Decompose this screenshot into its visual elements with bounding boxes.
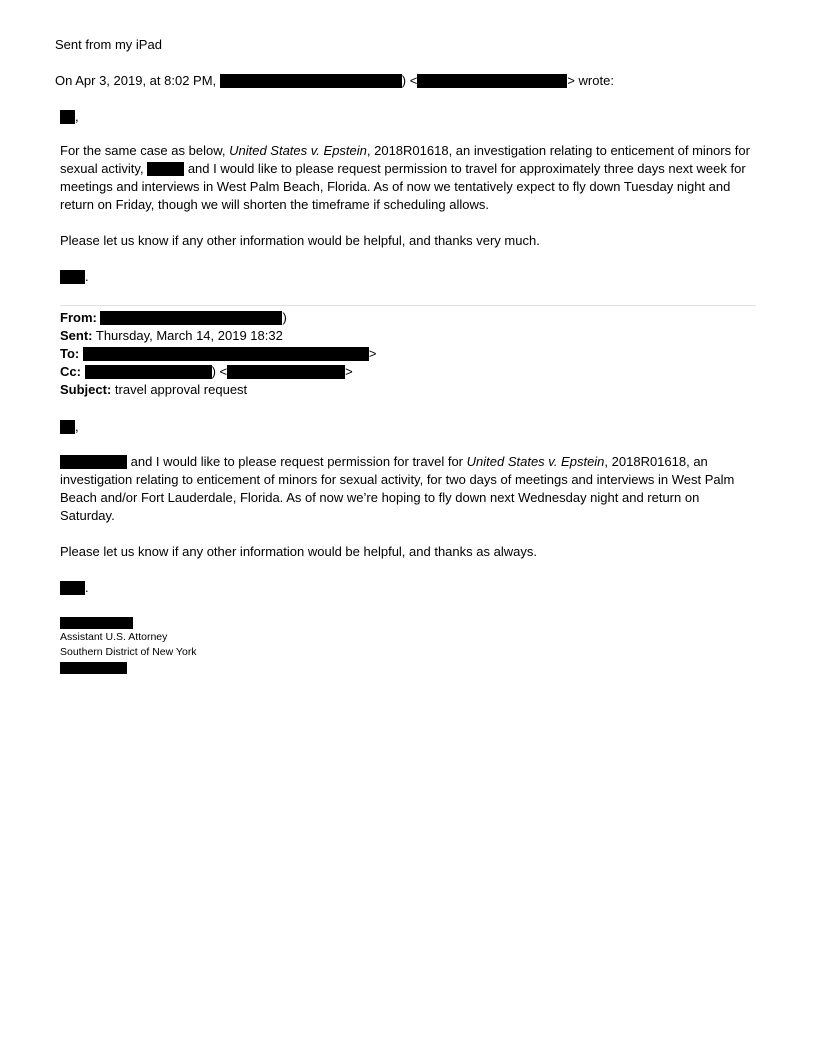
- first-message-paragraph-1: [60, 142, 760, 214]
- text-segment: and I would like to please request permission for travel for: [130, 454, 464, 469]
- subject-label: Subject:: [60, 382, 112, 397]
- redaction: [60, 455, 127, 469]
- cc-label: Cc:: [60, 364, 81, 379]
- header-from: [60, 309, 287, 327]
- redaction: [220, 74, 402, 88]
- text-segment: , 2018R01618, an investigation relating to enticement of minors for sexual activity, for two days of meetings and interviews in West Palm Beach and/or Fort Lauderdale, Florida. As of now we’re hoping to fly down next Wednesday night and return on Saturday.: [60, 454, 735, 523]
- sent-value: Thursday, March 14, 2019 18:32: [95, 328, 283, 343]
- header-cc: [60, 363, 353, 381]
- sent-from-line: Sent from my iPad: [55, 37, 162, 52]
- signature-period: .: [85, 269, 89, 284]
- signature-name-redaction: [60, 617, 133, 629]
- signature-title: Assistant U.S. Attorney: [60, 631, 168, 643]
- case-name: United States v. Epstein: [466, 454, 605, 469]
- sent-label: Sent:: [60, 328, 93, 343]
- greeting-comma: ,: [75, 109, 79, 124]
- first-signature: [60, 268, 89, 286]
- second-greeting: [60, 418, 79, 436]
- text-segment: and I would like to please request permission to travel for approximately three days next week for meetings and interviews in West Palm Beach, Florida. As of now we tentatively expect to fly down Tuesday night and return on Friday, though we will shorten the timeframe if scheduling allows.: [60, 161, 746, 212]
- header-sent: [60, 327, 283, 345]
- redaction: [147, 162, 184, 176]
- greeting-comma: ,: [75, 419, 79, 434]
- from-label: From:: [60, 310, 97, 325]
- cc-close: >: [345, 364, 353, 379]
- first-greeting: [60, 108, 79, 126]
- redaction: [60, 420, 75, 434]
- text-segment: For the same case as below,: [60, 143, 226, 158]
- from-close: ): [282, 310, 287, 325]
- redaction: [83, 347, 369, 361]
- quote-attribution: [55, 72, 614, 90]
- quote-mid: ) <: [401, 73, 418, 88]
- cc-mid: ) <: [211, 364, 228, 379]
- case-name: United States v. Epstein: [229, 143, 367, 158]
- header-subject: [60, 381, 247, 399]
- quote-suffix: > wrote:: [567, 73, 614, 88]
- to-label: To:: [60, 346, 80, 361]
- to-close: >: [368, 346, 377, 361]
- quote-prefix: On Apr 3, 2019, at 8:02 PM,: [55, 73, 217, 88]
- signature-office: Southern District of New York: [60, 646, 197, 658]
- redaction: [85, 365, 212, 379]
- signature-contact-redaction: [60, 662, 127, 674]
- text-segment: , 2018R01618, an investigation relating to enticement of minors for sexual activity,: [60, 143, 750, 176]
- signature-period: .: [85, 580, 89, 595]
- redaction: [417, 74, 567, 88]
- header-to: [60, 345, 376, 363]
- first-message-paragraph-2: Please let us know if any other information would be helpful, and thanks very much.: [60, 233, 540, 248]
- message-divider: [60, 305, 756, 306]
- redaction: [227, 365, 345, 379]
- second-message-paragraph-2: Please let us know if any other information would be helpful, and thanks as always.: [60, 544, 537, 559]
- second-signature: [60, 579, 89, 597]
- second-message-paragraph-1: [60, 453, 756, 525]
- redaction: [60, 270, 85, 284]
- redaction: [60, 581, 85, 595]
- subject-value: travel approval request: [114, 382, 248, 397]
- redaction: [60, 110, 75, 124]
- redaction: [100, 311, 282, 325]
